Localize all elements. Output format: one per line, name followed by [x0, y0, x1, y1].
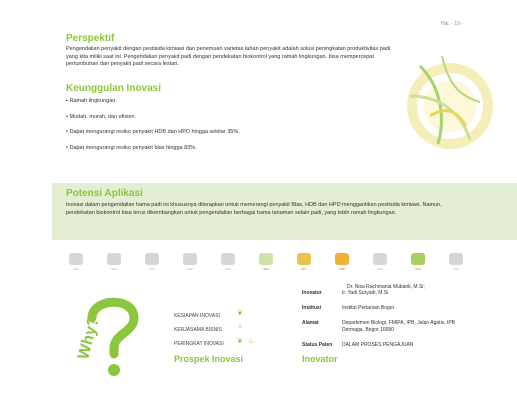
page-number: Hal. - 19 - [441, 21, 463, 27]
question-mark-dot [108, 364, 120, 376]
inovator-name-1: Dr. Nisa Rachmania Mubarik, M.Si; [347, 284, 425, 290]
prospek-title: Prospek Inovasi [174, 354, 244, 364]
peringkat-leaf-icon: ❦ [237, 338, 243, 345]
perspektif-body: Pengendalian penyakit dengan pestisida kimiawi dan penemuan varietas tahan penyakit adalah solusi peningkatan produktivitas padi yang kita miliki saat ini. Pengendalian penyakit padi dengan pendekatan biokontrol yang ramah lingkungan, bisa mempercepat pertumbuhan dan penyakit padi secara lestari. [66, 46, 391, 68]
inovator-label [302, 290, 322, 296]
sector-label: 010 [415, 267, 421, 271]
status-paten-value: DALAM PROSES PENGAJUAN [342, 342, 414, 348]
alamat-label-text: Alamat [302, 320, 319, 326]
sector-icon-4 [180, 253, 200, 275]
alamat-label [302, 320, 319, 326]
sector-8-icon [335, 253, 349, 265]
sector-6-icon [259, 253, 273, 265]
potensi-body: Inovasi dalam pengendalian hama padi ini khususnya diterapkan untuk memerangi penyakit Blas, HDB dan HPD menggantikan pestisida kimiawi. Namun, pendekatan biokontrol bisa terus dikembangkan untuk pengendalian berbagai hama tanaman selain padi, yang lebih ramah lingkungan. [66, 202, 442, 216]
sector-icon-8 [332, 253, 352, 275]
keunggulan-list [66, 98, 240, 160]
sector-icon-10 [408, 253, 428, 275]
sector-icon-5 [218, 253, 238, 275]
sector-label: 009 [377, 267, 383, 271]
sector-label: 001 [73, 267, 79, 271]
inovator-label-text: Inovator [302, 290, 322, 296]
alamat-line-1: Departemen Biologi, FMIPA, IPB, Jalan Agatis, IPB [342, 320, 456, 326]
sector-3-icon [145, 253, 159, 265]
sector-label: 002 [111, 267, 117, 271]
perspektif-title: Perspektif [66, 33, 115, 44]
peringkat-flame-icon: ♨ [248, 338, 255, 345]
status-paten-label [302, 342, 332, 348]
sector-9-icon [373, 253, 387, 265]
sector-4-icon [183, 253, 197, 265]
sector-icon-9 [370, 253, 390, 275]
institusi-value: Institut Pertanian Bogor [342, 305, 395, 311]
sector-10-icon [411, 253, 425, 265]
sector-label: 006 [263, 267, 269, 271]
keunggulan-item: • Dapat mengurangi resiko penyakit blas hingga 83%. [66, 145, 240, 161]
sector-icon-row [66, 253, 466, 275]
sector-label: 005 [225, 267, 231, 271]
sector-icon-11 [446, 253, 466, 275]
sector-11-icon [449, 253, 463, 265]
status-paten-label-text: Status Paten [302, 342, 333, 348]
sector-icon-1 [66, 253, 86, 275]
sector-label: 008 [339, 267, 345, 271]
inovator-title: Inovator [302, 354, 338, 364]
decorative-leaf-illustration [380, 36, 500, 161]
kesiapan-label: KESIAPAN INOVASI [174, 313, 220, 319]
keunggulan-item: • Dapat mengurangi resiko penyakit HDB dan HPD hingga sekitar 35%. [66, 129, 240, 145]
inovator-name-2: Ir. Yadi Suryadi, M.Si [342, 290, 389, 296]
sector-label: 004 [187, 267, 193, 271]
keunggulan-item: • Mudah, murah, dan efisien. [66, 114, 240, 130]
peringkat-label: PERINGKAT INOVASI [174, 341, 224, 347]
alamat-line-2: Dermaga, Bogor 16680 [342, 327, 394, 333]
sector-icon-3 [142, 253, 162, 275]
keunggulan-title: Keunggulan Inovasi [66, 83, 162, 94]
kesiapan-leaf-icon: ❦ [237, 310, 243, 317]
sector-label: 007 [301, 267, 307, 271]
sector-icon-2 [104, 253, 124, 275]
sector-label: 003 [149, 267, 155, 271]
sector-label: 011 [453, 267, 459, 271]
logo-text: Why? [75, 314, 103, 362]
sector-icon-6 [256, 253, 276, 275]
sector-1-icon [69, 253, 83, 265]
sector-7-icon [297, 253, 311, 265]
keunggulan-item: • Ramah lingkungan. [66, 98, 240, 114]
kerjasama-label: KERJASAMA BISNIS [174, 327, 222, 333]
potensi-title: Potensi Aplikasi [66, 188, 143, 199]
institusi-label-text: Institusi [302, 305, 322, 311]
institusi-label [302, 305, 321, 311]
why-logo [62, 290, 162, 382]
sector-icon-7 [294, 253, 314, 275]
sector-5-icon [221, 253, 235, 265]
sector-2-icon [107, 253, 121, 265]
kerjasama-handshake-icon: ✧ [237, 324, 243, 331]
deco-circle-inner [424, 80, 476, 132]
